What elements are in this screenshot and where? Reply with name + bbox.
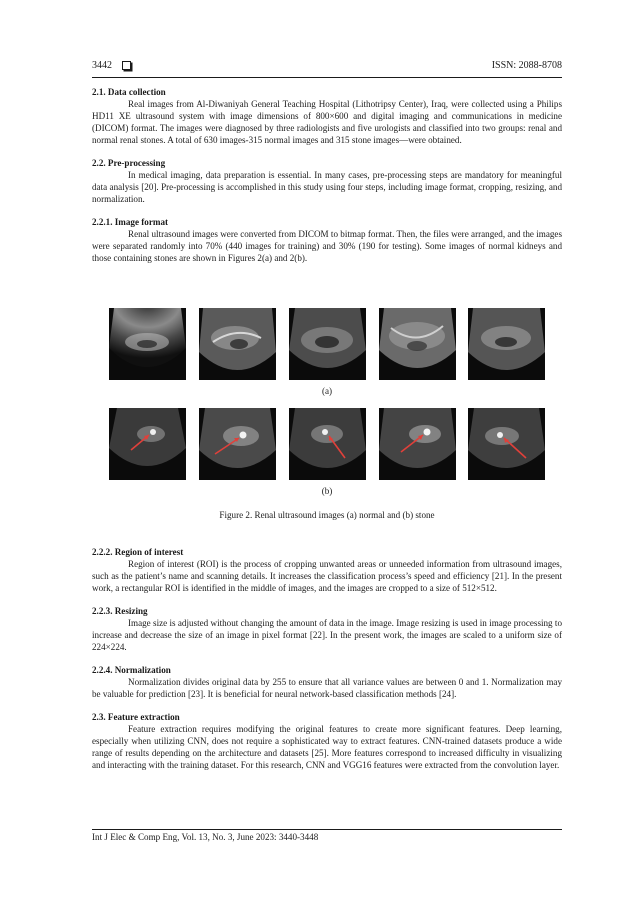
running-footer xyxy=(92,832,562,842)
paragraph: Region of interest (ROI) is the process of cropping unwanted areas or unneeded information from ultrasound images, such as the patient’s name and scanning details. It increases the classification process’s speed and efficiency [21]. In the present work, a rectangular ROI is identified in the middle of images, and the images are cropped to a size of 512×512. xyxy=(92,559,562,593)
ultrasound-image-normal xyxy=(289,308,366,380)
section-heading: 2.1. Data collection xyxy=(92,87,166,97)
ultrasound-image-normal xyxy=(109,308,186,380)
paragraph: Image size is adjusted without changing the amount of data in the image. Image resizing is used in image processing to increase and decrease the size of an image in pixel format [22]. In the present work, the images are scaled to a uniform size of 224×224. xyxy=(92,618,562,652)
paragraph: Feature extraction requires modifying the original features to create more significant features. Deep learning, especially when utilizing CNN, does not require a sophisticated way to extract features. CNN-trained datasets produce a wide range of results depending on the architecture and datasets [25]. More features correspond to increased difficulty in visualizing and interacting with the training dataset. For this research, CNN and VGG16 features were extracted from the convolution layer. xyxy=(92,724,562,770)
text-block-bottom xyxy=(92,546,562,771)
header-rule xyxy=(92,77,562,78)
ultrasound-image-stone xyxy=(199,408,276,480)
section-heading: 2.2.1. Image format xyxy=(92,217,169,227)
section-heading: 2.2.4. Normalization xyxy=(92,665,171,675)
subfigure-label-b: (b) xyxy=(321,486,333,496)
ultrasound-image-stone xyxy=(468,408,545,480)
footer-rule xyxy=(92,829,562,830)
checkbox-square-icon xyxy=(122,61,131,70)
figure-caption: Figure 2. Renal ultrasound images (a) normal and (b) stone xyxy=(219,510,435,520)
paragraph: Renal ultrasound images were converted from DICOM to bitmap format. Then, the files were arranged, and the images were separated randomly into 70% (440 images for training) and 30% (190 for testing). Some images of normal kidneys and those containing stones are shown in Figures 2(a) and 2(b). xyxy=(92,229,562,263)
running-header xyxy=(92,60,562,76)
journal-citation: Int J Elec & Comp Eng, Vol. 13, No. 3, June 2023: 3440-3448 xyxy=(92,832,319,842)
paragraph: In medical imaging, data preparation is essential. In many cases, pre-processing steps are mandatory for meaningful data analysis [20]. Pre-processing is accomplished in this study using four steps, including image format, cropping, resizing, and normalization. xyxy=(92,170,562,204)
issn-label: ISSN: 2088-8708 xyxy=(491,60,562,71)
ultrasound-image-stone xyxy=(289,408,366,480)
section-heading: 2.2. Pre-processing xyxy=(92,158,166,168)
ultrasound-image-normal xyxy=(199,308,276,380)
text-block-top xyxy=(92,86,562,264)
section-heading: 2.3. Feature extraction xyxy=(92,712,180,722)
paragraph: Real images from Al-Diwaniyah General Teaching Hospital (Lithotripsy Center), Iraq, were collected using a Philips HD11 XE ultrasound system with image dimensions of 800×600 and digital imaging and communications in medicine (DICOM) format. The images were diagnosed by three radiologists and five urologists and classified into two groups: renal and normal renal stones. A total of 630 images-315 normal images and 315 stone images—were obtained. xyxy=(92,99,562,145)
ultrasound-image-stone xyxy=(379,408,456,480)
section-heading: 2.2.2. Region of interest xyxy=(92,547,184,557)
section-heading: 2.2.3. Resizing xyxy=(92,606,148,616)
ultrasound-image-normal xyxy=(379,308,456,380)
subfigure-label-a: (a) xyxy=(321,386,333,396)
page-number: 3442 xyxy=(92,60,112,71)
paragraph: Normalization divides original data by 255 to ensure that all variance values are between 0 and 1. Normalization may be valuable for prediction [23]. It is beneficial for neural network-based classification methods [24]. xyxy=(92,677,562,699)
figure-row-stone xyxy=(109,408,545,480)
ultrasound-image-stone xyxy=(109,408,186,480)
figure-row-normal xyxy=(109,308,545,380)
ultrasound-image-normal xyxy=(468,308,545,380)
